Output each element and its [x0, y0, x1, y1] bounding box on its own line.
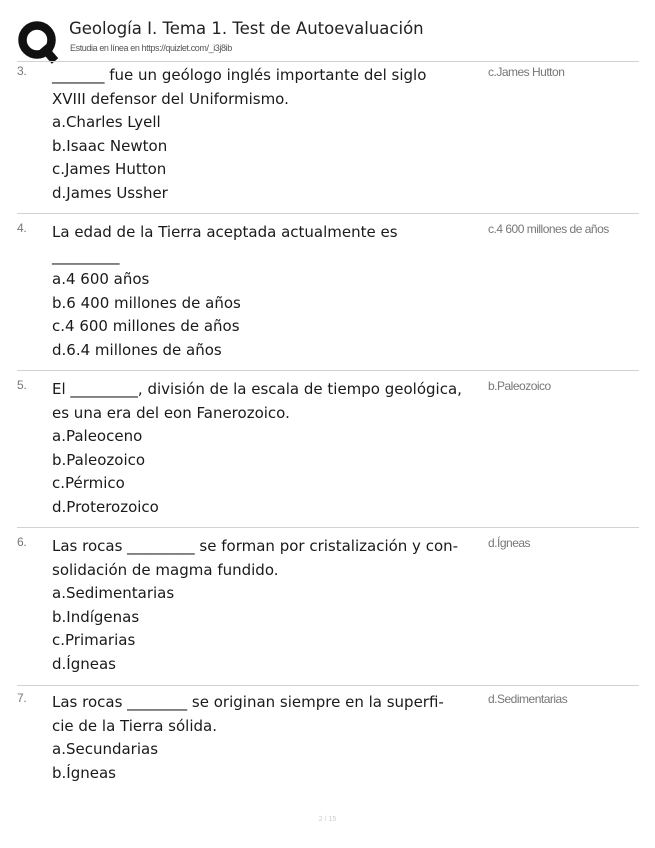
answer-option: c.Primarias — [52, 631, 136, 649]
document-title: Geología I. Tema 1. Test de Autoevaluación — [69, 19, 424, 38]
question-body — [52, 221, 490, 362]
question-body — [52, 535, 490, 676]
question-body — [52, 378, 490, 519]
correct-answer: b.Paleozoico — [488, 379, 551, 393]
answer-option: c.Pérmico — [52, 474, 125, 492]
answer-option: b.Isaac Newton — [52, 136, 168, 155]
question-body — [52, 691, 490, 785]
answer-option: b.6 400 millones de años — [52, 293, 241, 312]
study-online-link[interactable]: Estudia en línea en https://quizlet.com/_i3j8ib — [70, 43, 232, 53]
question-number: 7. — [17, 691, 27, 705]
document-header — [17, 14, 639, 62]
divider — [17, 370, 639, 371]
answer-option: a.Charles Lyell — [52, 113, 161, 131]
question-number: 6. — [17, 535, 27, 549]
answer-option: a.Sedimentarias — [52, 584, 175, 602]
answer-option: b.Indígenas — [52, 607, 140, 626]
answer-option: c.4 600 millones de años — [52, 317, 240, 335]
question-text-line: El _________, división de la escala de tiempo geológica, — [52, 380, 462, 398]
question-text-line: Las rocas ________ se originan siempre en la superfi- — [52, 693, 444, 711]
question-text-line: La edad de la Tierra aceptada actualmente es — [52, 223, 398, 241]
correct-answer: d.Sedimentarias — [488, 692, 568, 706]
question-text-line: es una era del eon Fanerozoico. — [52, 403, 290, 422]
answer-option: d.Ígneas — [52, 654, 116, 673]
correct-answer: c.4 600 millones de años — [488, 222, 609, 236]
divider — [17, 213, 639, 214]
question-text-line: cie de la Tierra sólida. — [52, 716, 217, 735]
answer-option: d.James Ussher — [52, 183, 168, 202]
divider — [17, 685, 639, 686]
answer-option: d.Proterozoico — [52, 497, 159, 516]
divider — [17, 527, 639, 528]
question-text-line: Las rocas _________ se forman por cristalización y con- — [52, 537, 459, 555]
question-body — [52, 64, 490, 205]
answer-option: b.Ígneas — [52, 763, 116, 782]
question-text-line: _________ — [52, 246, 120, 265]
answer-option: a.4 600 años — [52, 270, 150, 288]
answer-option: d.6.4 millones de años — [52, 340, 222, 359]
quizlet-logo-icon — [17, 20, 61, 64]
divider — [17, 61, 639, 62]
question-text-line: XVIII defensor del Uniformismo. — [52, 89, 289, 108]
correct-answer: d.Ígneas — [488, 536, 531, 550]
question-number: 3. — [17, 64, 27, 78]
answer-option: a.Secundarias — [52, 740, 159, 758]
question-text-line: solidación de magma fundido. — [52, 560, 279, 579]
page-number: 2 / 15 — [318, 816, 337, 823]
correct-answer: c.James Hutton — [488, 65, 565, 79]
answer-option: c.James Hutton — [52, 160, 167, 178]
question-number: 4. — [17, 221, 27, 235]
question-text-line: _______ fue un geólogo inglés importante del siglo — [52, 66, 427, 84]
answer-option: b.Paleozoico — [52, 450, 146, 469]
question-number: 5. — [17, 378, 27, 392]
answer-option: a.Paleoceno — [52, 427, 143, 445]
